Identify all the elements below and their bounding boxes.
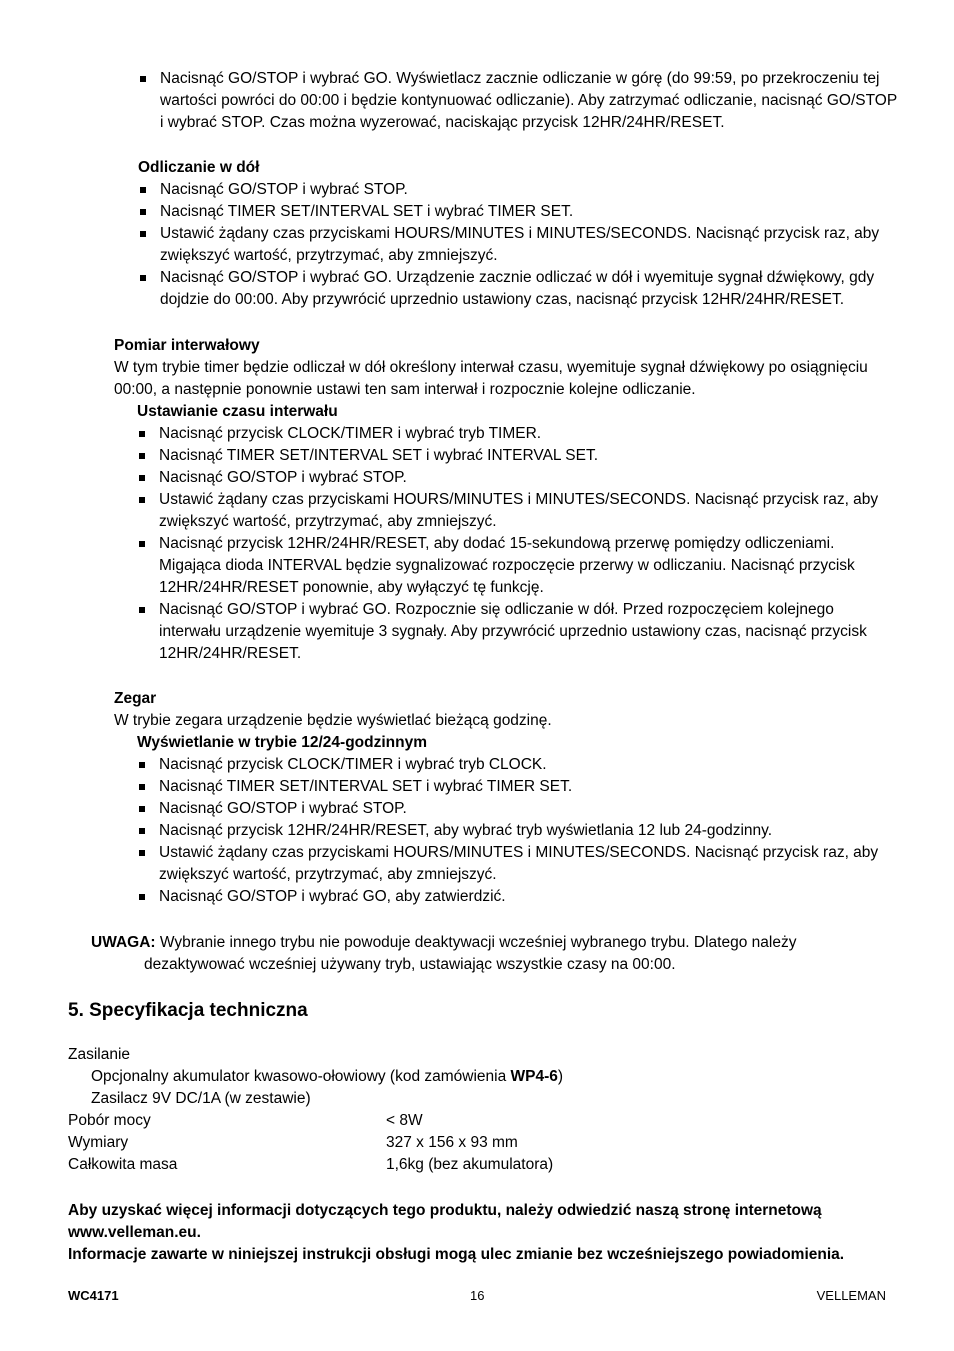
list-item: Ustawić żądany czas przyciskami HOURS/MINUTES i MINUTES/SECONDS. Nacisnąć przycisk raz, aby zwiększyć wartość, przytrzymać, aby zmniejszyć. [138,223,898,267]
list-item: Nacisnąć GO/STOP i wybrać GO. Urządzenie zacznie odliczać w dół i wyemituje sygnał dźwiękowy, gdy dojdzie do 00:00. Aby przywrócić uprzednio ustawiony czas, nacisnąć przycisk 12HR/24HR/RESET. [138,267,898,311]
spec-row-dimensions [68,1132,888,1154]
specs-section [68,998,888,1176]
list-item: Nacisnąć GO/STOP i wybrać STOP. [137,798,882,820]
closing-notice [68,1200,868,1266]
clock-subsection [114,732,898,908]
countup-section [138,68,898,134]
clock-heading: Zegar [114,690,157,707]
battery-suffix: ) [557,1068,564,1085]
interval-list [137,423,882,665]
interval-subheading: Ustawianie czasu interwału [137,403,338,420]
spec-label: Wymiary [68,1134,129,1151]
list-item: Nacisnąć GO/STOP i wybrać STOP. [137,467,882,489]
spec-row-weight [68,1154,888,1176]
spec-value: < 8W [386,1112,423,1129]
list-item: Nacisnąć przycisk CLOCK/TIMER i wybrać tryb TIMER. [137,423,882,445]
list-item: Nacisnąć przycisk CLOCK/TIMER i wybrać tryb CLOCK. [137,754,882,776]
note-label: UWAGA: [91,934,156,951]
note-text: Wybranie innego trybu nie powoduje deaktywacji wcześniej wybranego trybu. Dlatego należy dezaktywować wcześniej używany tryb, ustawiając wszystkie czasy na 00:00. [144,934,797,973]
spec-label: Pobór mocy [68,1112,151,1129]
list-item: Nacisnąć GO/STOP i wybrać GO, aby zatwierdzić. [137,886,882,908]
specs-title: 5. Specyfikacja techniczna [68,1000,308,1021]
list-item: Nacisnąć TIMER SET/INTERVAL SET i wybrać INTERVAL SET. [137,445,882,467]
countdown-heading: Odliczanie w dół [138,159,260,176]
countup-list [138,68,898,134]
clock-intro: W trybie zegara urządzenie będzie wyświetlać bieżącą godzinę. [114,712,552,729]
list-item: Nacisnąć TIMER SET/INTERVAL SET i wybrać TIMER SET. [138,201,898,223]
closing-disclaimer-line: Informacje zawarte w niniejszej instrukcji obsługi mogą ulec zmianie bez wcześniejszego powiadomienia. [68,1246,845,1263]
footer-page-number: 16 [470,1288,485,1303]
footer-model: WC4171 [68,1288,119,1303]
list-item: Nacisnąć przycisk 12HR/24HR/RESET, aby dodać 15-sekundową przerwę pomiędzy odliczeniami. Migająca dioda INTERVAL będzie sygnalizować rozpoczęcie przerwy w odliczaniu. Nacisnąć przycisk 12HR/24HR/RESET ponownie, aby wyłączyć tę funkcję. [137,533,882,599]
spec-value: 327 x 156 x 93 mm [386,1134,518,1151]
list-item: Nacisnąć przycisk 12HR/24HR/RESET, aby wybrać tryb wyświetlania 12 lub 24-godzinny. [137,820,882,842]
power-label: Zasilanie [68,1046,131,1063]
note-block [91,932,874,976]
spec-value: 1,6kg (bez akumulatora) [386,1156,554,1173]
countdown-section [138,157,898,311]
battery-code: WP4-6 [510,1068,558,1085]
list-item: Nacisnąć GO/STOP i wybrać GO. Wyświetlacz zacznie odliczanie w górę (do 99:59, po przekroczeniu tej wartości powróci do 00:00 i będzie kontynuować odliczanie). Aby zatrzymać odliczanie, nacisnąć GO/STOP i wybrać STOP. Czas można wyzerować, naciskając przycisk 12HR/24HR/RESET. [138,68,898,134]
list-item: Nacisnąć TIMER SET/INTERVAL SET i wybrać TIMER SET. [137,776,882,798]
list-item: Nacisnąć GO/STOP i wybrać GO. Rozpocznie się odliczanie w dół. Przed rozpoczęciem kolejnego interwału urządzenie wyemituje 3 sygnały. Aby przywrócić uprzednio ustawiony czas, nacisnąć przycisk 12HR/24HR/RESET. [137,599,882,665]
interval-intro: W tym trybie timer będzie odliczał w dół określony interwał czasu, wyemituje sygnał dźwiękowy po osiągnięciu 00:00, a następnie ponownie ustawi ten sam interwał i rozpocznie kolejne odliczanie. [114,359,868,398]
spec-label: Całkowita masa [68,1156,178,1173]
clock-subheading: Wyświetlanie w trybie 12/24-godzinnym [137,734,427,751]
adapter-line: Zasilacz 9V DC/1A (w zestawie) [91,1090,311,1107]
clock-section [114,688,898,908]
battery-line [68,1066,888,1088]
closing-website-line: Aby uzyskać więcej informacji dotyczących tego produktu, należy odwiedzić naszą stronę internetową www.velleman.eu. [68,1202,822,1241]
interval-heading: Pomiar interwałowy [114,337,260,354]
clock-list [137,754,882,908]
list-item: Ustawić żądany czas przyciskami HOURS/MINUTES i MINUTES/SECONDS. Nacisnąć przycisk raz, aby zwiększyć wartość, przytrzymać, aby zmniejszyć. [137,489,882,533]
footer-brand: VELLEMAN [816,1288,886,1303]
countdown-list [138,179,898,311]
battery-prefix: Opcjonalny akumulator kwasowo-ołowiowy (kod zamówienia [91,1068,511,1085]
spec-row-power [68,1110,888,1132]
interval-section [114,335,898,665]
list-item: Nacisnąć GO/STOP i wybrać STOP. [138,179,898,201]
interval-subsection [114,401,898,665]
list-item: Ustawić żądany czas przyciskami HOURS/MINUTES i MINUTES/SECONDS. Nacisnąć przycisk raz, aby zwiększyć wartość, przytrzymać, aby zmniejszyć. [137,842,882,886]
